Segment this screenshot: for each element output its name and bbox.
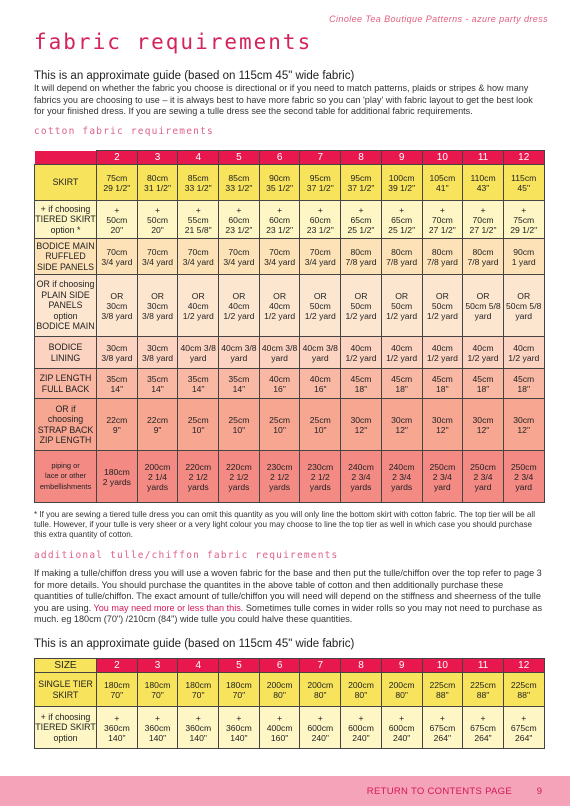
cotton-quantity-cell: 25cm 10" xyxy=(219,399,260,451)
tulle-quantity-cell: + 600cm 240" xyxy=(341,707,382,749)
tulle-quantity-cell: 180cm 70" xyxy=(178,673,219,707)
cotton-quantity-cell: 250cm 2 3/4 yard xyxy=(463,451,504,503)
cotton-quantity-cell: 80cm 7/8 yard xyxy=(422,239,463,275)
cotton-quantity-cell: 40cm 3/8 yard xyxy=(219,337,260,369)
cotton-quantity-cell: 40cm 1/2 yard xyxy=(422,337,463,369)
cotton-quantity-cell: 70cm 3/4 yard xyxy=(97,239,138,275)
cotton-quantity-cell: + 50cm 20" xyxy=(137,201,178,239)
tulle-quantity-cell: + 360cm 140" xyxy=(178,707,219,749)
cotton-quantity-cell: OR 30cm 3/8 yard xyxy=(97,275,138,337)
cotton-quantity-cell: 25cm 10" xyxy=(259,399,300,451)
cotton-quantity-cell: 40cm 3/8 yard xyxy=(300,337,341,369)
cotton-size-header-cell: 5 xyxy=(219,151,260,165)
tulle-size-header-cell: 9 xyxy=(381,659,422,673)
cotton-quantity-cell: 200cm 2 1/4 yards xyxy=(137,451,178,503)
cotton-table-row xyxy=(35,369,545,399)
cotton-row-label: piping or lace or other embellishments xyxy=(35,451,97,503)
cotton-quantity-cell: 75cm 29 1/2" xyxy=(97,165,138,201)
cotton-row-label: SKIRT xyxy=(35,165,97,201)
tulle-size-header-cell: 3 xyxy=(137,659,178,673)
cotton-quantity-cell: 40cm 1/2 yard xyxy=(463,337,504,369)
cotton-quantity-cell: OR 50cm 1/2 yard xyxy=(341,275,382,337)
cotton-quantity-cell: OR 50cm 5/8 yard xyxy=(503,275,544,337)
cotton-quantity-cell: 30cm 12" xyxy=(422,399,463,451)
cotton-quantity-cell: 45cm 18" xyxy=(422,369,463,399)
cotton-quantity-cell: 220cm 2 1/2 yards xyxy=(178,451,219,503)
tulle-size-header-cell: 5 xyxy=(219,659,260,673)
cotton-quantity-cell: 230cm 2 1/2 yards xyxy=(259,451,300,503)
cotton-quantity-cell: 30cm 3/8 yard xyxy=(137,337,178,369)
cotton-size-header-row xyxy=(35,151,545,165)
tulle-quantity-cell: 200cm 80" xyxy=(300,673,341,707)
tiered-footnote: * If you are sewing a tiered tulle dress you can omit this quantity as you will only line the bottom skirt with cotton fabric. The top tier will be all tulle. However, if your tulle is very sheer or a very light colour you may choose to line the top tier as well in which case you should purchase this extra quantity of cotton. xyxy=(34,510,536,539)
cotton-requirements-table xyxy=(34,150,545,503)
tulle-size-header-row xyxy=(35,659,545,673)
cotton-quantity-cell: 40cm 1/2 yard xyxy=(341,337,382,369)
cotton-quantity-cell: 115cm 45" xyxy=(503,165,544,201)
cotton-quantity-cell: + 55cm 21 5/8" xyxy=(178,201,219,239)
cotton-size-header-cell: 10 xyxy=(422,151,463,165)
cotton-quantity-cell: 230cm 2 1/2 yards xyxy=(300,451,341,503)
cotton-quantity-cell: 25cm 10" xyxy=(300,399,341,451)
cotton-quantity-cell: 90cm 35 1/2" xyxy=(259,165,300,201)
cotton-quantity-cell: 40cm 3/8 yard xyxy=(178,337,219,369)
tulle-quantity-cell: + 360cm 140" xyxy=(219,707,260,749)
cotton-quantity-cell: OR 50cm 1/2 yard xyxy=(422,275,463,337)
cotton-quantity-cell: + 60cm 23 1/2" xyxy=(219,201,260,239)
cotton-row-label: BODICE LINING xyxy=(35,337,97,369)
cotton-quantity-cell: 70cm 3/4 yard xyxy=(259,239,300,275)
cotton-table-row xyxy=(35,275,545,337)
cotton-quantity-cell: + 65cm 25 1/2" xyxy=(381,201,422,239)
cotton-table-row xyxy=(35,201,545,239)
tulle-quantity-cell: 225cm 88" xyxy=(463,673,504,707)
cotton-size-header-cell: 6 xyxy=(259,151,300,165)
cotton-quantity-cell: 105cm 41" xyxy=(422,165,463,201)
cotton-quantity-cell: 80cm 7/8 yard xyxy=(463,239,504,275)
cotton-size-header-cell: 12 xyxy=(503,151,544,165)
cotton-size-header-cell: 8 xyxy=(341,151,382,165)
tulle-instructions xyxy=(34,568,544,626)
tulle-quantity-cell: 180cm 70" xyxy=(97,673,138,707)
cotton-quantity-cell: 70cm 3/4 yard xyxy=(137,239,178,275)
cotton-quantity-cell: 45cm 18" xyxy=(341,369,382,399)
cotton-size-header-cell: 7 xyxy=(300,151,341,165)
cotton-quantity-cell: 40cm 1/2 yard xyxy=(381,337,422,369)
cotton-quantity-cell: 40cm 16" xyxy=(300,369,341,399)
cotton-quantity-cell: + 75cm 29 1/2" xyxy=(503,201,544,239)
tulle-row-label: + if choosing TIERED SKIRT option xyxy=(35,707,97,749)
tulle-highlight: You may need more or less than this. xyxy=(93,602,244,613)
cotton-quantity-cell: OR 40cm 1/2 yard xyxy=(259,275,300,337)
cotton-row-label: + if choosing TIERED SKIRT option * xyxy=(35,201,97,239)
tulle-quantity-cell: + 600cm 240" xyxy=(300,707,341,749)
cotton-corner-cell xyxy=(35,151,97,165)
cotton-quantity-cell: 80cm 7/8 yard xyxy=(381,239,422,275)
cotton-quantity-cell: 35cm 14" xyxy=(97,369,138,399)
cotton-size-header-cell: 11 xyxy=(463,151,504,165)
cotton-table-row xyxy=(35,165,545,201)
cotton-quantity-cell: 95cm 37 1/2" xyxy=(300,165,341,201)
tulle-instructions-text-end: Sometimes tulle comes in wider rolls so you may not need to purchase as much. eg 180cm (70") /210cm (84") wide tulle you could halve these quantities. xyxy=(34,602,543,624)
tulle-size-header-cell: 2 xyxy=(97,659,138,673)
tulle-quantity-cell: + 600cm 240" xyxy=(381,707,422,749)
tulle-quantity-cell: + 360cm 140" xyxy=(137,707,178,749)
cotton-quantity-cell: 100cm 39 1/2" xyxy=(381,165,422,201)
tulle-size-header-cell: 11 xyxy=(463,659,504,673)
tulle-quantity-cell: 225cm 88" xyxy=(503,673,544,707)
cotton-quantity-cell: 22cm 9" xyxy=(97,399,138,451)
cotton-row-label: OR if choosing PLAIN SIDE PANELS option BODICE MAIN xyxy=(35,275,97,337)
tulle-size-label: SIZE xyxy=(35,659,97,673)
cotton-table-row xyxy=(35,399,545,451)
cotton-quantity-cell: + 60cm 23 1/2" xyxy=(300,201,341,239)
tulle-size-header-cell: 10 xyxy=(422,659,463,673)
tulle-table-row xyxy=(35,707,545,749)
tulle-quantity-cell: + 400cm 160" xyxy=(259,707,300,749)
tulle-quantity-cell: + 675cm 264" xyxy=(463,707,504,749)
return-to-contents-link[interactable]: RETURN TO CONTENTS PAGE xyxy=(366,786,512,797)
cotton-quantity-cell: OR 40cm 1/2 yard xyxy=(178,275,219,337)
tulle-quantity-cell: + 675cm 264" xyxy=(503,707,544,749)
cotton-quantity-cell: 30cm 12" xyxy=(381,399,422,451)
intro-heading: This is an approximate guide (based on 115cm 45" wide fabric) xyxy=(34,70,355,82)
cotton-quantity-cell: + 70cm 27 1/2" xyxy=(422,201,463,239)
cotton-table-row xyxy=(35,239,545,275)
tulle-quantity-cell: 180cm 70" xyxy=(219,673,260,707)
cotton-quantity-cell: 180cm 2 yards xyxy=(97,451,138,503)
cotton-quantity-cell: 30cm 3/8 yard xyxy=(97,337,138,369)
cotton-quantity-cell: OR 40cm 1/2 yard xyxy=(219,275,260,337)
cotton-quantity-cell: 95cm 37 1/2" xyxy=(341,165,382,201)
cotton-quantity-cell: 70cm 3/4 yard xyxy=(219,239,260,275)
cotton-quantity-cell: 35cm 14" xyxy=(137,369,178,399)
intro-body: It will depend on whether the fabric you choose is directional or if you need to match patterns, plaids or stripes & how many fabrics you are choosing to use – it is always best to have more fabric so you can 'play' with fabric layout to get the best look for your finished dress. If you are sewing a tulle dress see the second table for additional fabric requirements. xyxy=(34,83,533,116)
cotton-row-label: OR if choosing STRAP BACK ZIP LENGTH xyxy=(35,399,97,451)
cotton-quantity-cell: OR 50cm 1/2 yard xyxy=(381,275,422,337)
cotton-size-header-cell: 9 xyxy=(381,151,422,165)
tulle-quantity-cell: 200cm 80" xyxy=(341,673,382,707)
cotton-table-row xyxy=(35,337,545,369)
cotton-quantity-cell: 240cm 2 3/4 yards xyxy=(381,451,422,503)
page-title: fabric requirements xyxy=(34,30,313,54)
cotton-quantity-cell: 30cm 12" xyxy=(341,399,382,451)
tulle-quantity-cell: 200cm 80" xyxy=(259,673,300,707)
cotton-quantity-cell: 250cm 2 3/4 yard xyxy=(422,451,463,503)
cotton-quantity-cell: 80cm 31 1/2" xyxy=(137,165,178,201)
cotton-size-header-cell: 4 xyxy=(178,151,219,165)
cotton-quantity-cell: 85cm 33 1/2" xyxy=(219,165,260,201)
cotton-size-header-cell: 3 xyxy=(137,151,178,165)
cotton-quantity-cell: 40cm 1/2 yard xyxy=(503,337,544,369)
tulle-instructions-text: If making a tulle/chiffon dress you will use a woven fabric for the base and then put the tulle/chiffon over the top refer to page 3 for more details. You should purchase the quantites in the above table of cotton and then additionally purchase these quantities of tulle/chiffon. The exact amount of tulle/chiffon you will need will depend on the stiffness and sheerness of the tulle you are using. xyxy=(34,568,542,613)
tulle-table-row xyxy=(35,673,545,707)
page-number: 9 xyxy=(536,786,542,797)
brand-header: Cinolee Tea Boutique Patterns - azure party dress xyxy=(329,14,548,24)
cotton-row-label: ZIP LENGTH FULL BACK xyxy=(35,369,97,399)
cotton-size-header-cell: 2 xyxy=(97,151,138,165)
cotton-quantity-cell: OR 30cm 3/8 yard xyxy=(137,275,178,337)
tulle-quantity-cell: 200cm 80" xyxy=(381,673,422,707)
cotton-quantity-cell: 30cm 12" xyxy=(503,399,544,451)
cotton-quantity-cell: OR 50cm 1/2 yard xyxy=(300,275,341,337)
cotton-quantity-cell: 45cm 18" xyxy=(463,369,504,399)
tulle-size-header-cell: 6 xyxy=(259,659,300,673)
cotton-quantity-cell: 250cm 2 3/4 yard xyxy=(503,451,544,503)
cotton-quantity-cell: 30cm 12" xyxy=(463,399,504,451)
tulle-row-label: SINGLE TIER SKIRT xyxy=(35,673,97,707)
cotton-table-row xyxy=(35,451,545,503)
tulle-quantity-cell: + 675cm 264" xyxy=(422,707,463,749)
cotton-quantity-cell: 40cm 16" xyxy=(259,369,300,399)
tulle-heading: additional tulle/chiffon fabric requirements xyxy=(34,550,339,561)
cotton-quantity-cell: + 70cm 27 1/2" xyxy=(463,201,504,239)
tulle-requirements-table xyxy=(34,658,545,749)
cotton-quantity-cell: 35cm 14" xyxy=(219,369,260,399)
cotton-quantity-cell: 90cm 1 yard xyxy=(503,239,544,275)
cotton-quantity-cell: 110cm 43" xyxy=(463,165,504,201)
cotton-quantity-cell: 45cm 18" xyxy=(381,369,422,399)
cotton-quantity-cell: 25cm 10" xyxy=(178,399,219,451)
cotton-quantity-cell: 35cm 14" xyxy=(178,369,219,399)
tulle-quantity-cell: 225cm 88" xyxy=(422,673,463,707)
tulle-size-header-cell: 7 xyxy=(300,659,341,673)
tulle-guide-heading: This is an approximate guide (based on 115cm 45" wide fabric) xyxy=(34,638,355,650)
cotton-quantity-cell: OR 50cm 5/8 yard xyxy=(463,275,504,337)
cotton-quantity-cell: 220cm 2 1/2 yards xyxy=(219,451,260,503)
cotton-quantity-cell: 45cm 18" xyxy=(503,369,544,399)
tulle-size-header-cell: 8 xyxy=(341,659,382,673)
cotton-heading: cotton fabric requirements xyxy=(34,126,214,137)
tulle-size-header-cell: 4 xyxy=(178,659,219,673)
cotton-quantity-cell: 22cm 9" xyxy=(137,399,178,451)
tulle-size-header-cell: 12 xyxy=(503,659,544,673)
cotton-quantity-cell: + 50cm 20" xyxy=(97,201,138,239)
cotton-quantity-cell: 240cm 2 3/4 yards xyxy=(341,451,382,503)
cotton-quantity-cell: 85cm 33 1/2" xyxy=(178,165,219,201)
cotton-quantity-cell: 70cm 3/4 yard xyxy=(178,239,219,275)
cotton-quantity-cell: + 60cm 23 1/2" xyxy=(259,201,300,239)
tulle-quantity-cell: + 360cm 140" xyxy=(97,707,138,749)
cotton-quantity-cell: 70cm 3/4 yard xyxy=(300,239,341,275)
cotton-row-label: BODICE MAIN RUFFLED SIDE PANELS xyxy=(35,239,97,275)
tulle-quantity-cell: 180cm 70" xyxy=(137,673,178,707)
cotton-quantity-cell: + 65cm 25 1/2" xyxy=(341,201,382,239)
cotton-quantity-cell: 80cm 7/8 yard xyxy=(341,239,382,275)
cotton-quantity-cell: 40cm 3/8 yard xyxy=(259,337,300,369)
